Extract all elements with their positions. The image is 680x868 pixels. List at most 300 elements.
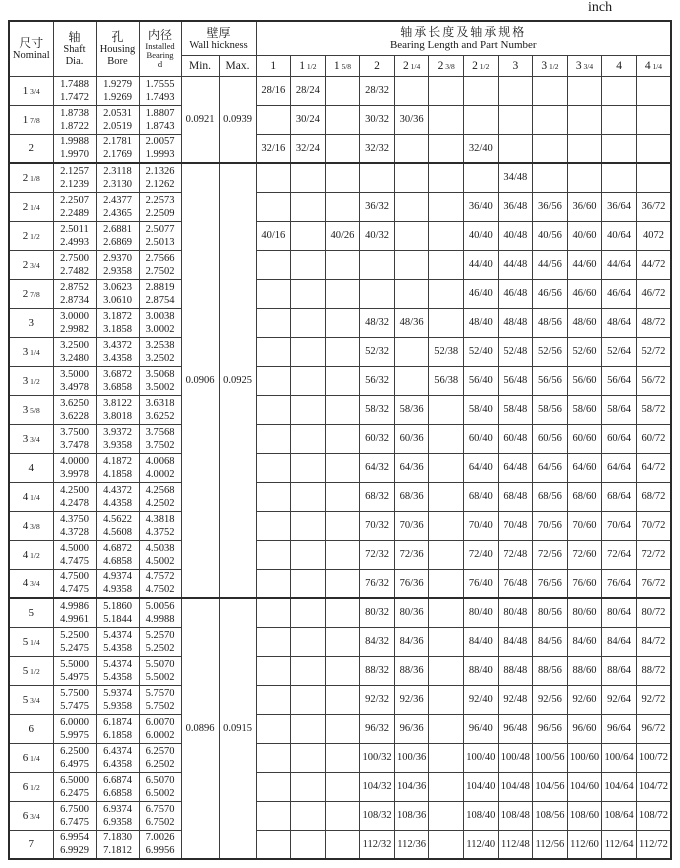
housing-bore-values bbox=[96, 772, 139, 801]
empty-cell bbox=[429, 801, 464, 830]
empty-cell bbox=[567, 163, 602, 192]
part-number: 112/36 bbox=[394, 830, 429, 859]
installed-bearing-d-values bbox=[139, 279, 181, 308]
dim-line: 2.1326 bbox=[145, 165, 175, 177]
empty-cell bbox=[567, 134, 602, 163]
empty-cell bbox=[325, 540, 360, 569]
dim-line: 3.5000 bbox=[60, 368, 89, 380]
part-number: 28/24 bbox=[291, 76, 326, 105]
empty-cell bbox=[636, 105, 671, 134]
table-row bbox=[9, 163, 671, 192]
dim-line: 6.7475 bbox=[60, 816, 89, 828]
dim-line: 1.8743 bbox=[145, 120, 175, 132]
installed-bearing-d-values bbox=[139, 76, 181, 105]
dim-line: 6.1858 bbox=[103, 729, 132, 741]
housing-bore-values bbox=[96, 569, 139, 598]
wall-en-label: Wall hickness bbox=[189, 39, 248, 51]
shaft-dia-values bbox=[53, 511, 96, 540]
part-number: 60/56 bbox=[533, 424, 568, 453]
shaft-dia-values bbox=[53, 308, 96, 337]
nominal-size: 4 1/4 bbox=[9, 482, 53, 511]
nominal-size: 6 1/2 bbox=[9, 772, 53, 801]
part-number: 46/72 bbox=[636, 279, 671, 308]
dim-line: 2.8819 bbox=[145, 281, 175, 293]
empty-cell bbox=[602, 134, 637, 163]
installed-bearing-d-values bbox=[139, 453, 181, 482]
fraction: 5/8 bbox=[28, 405, 40, 415]
part-number: 36/60 bbox=[567, 192, 602, 221]
table-row bbox=[9, 395, 671, 424]
fraction: 1/4 bbox=[28, 347, 40, 357]
dim-line: 6.5002 bbox=[145, 787, 175, 799]
table-row bbox=[9, 337, 671, 366]
dim-line: 4.9988 bbox=[145, 613, 175, 625]
shaft-dia-values bbox=[53, 105, 96, 134]
nominal-size: 5 bbox=[9, 598, 53, 627]
empty-cell bbox=[394, 250, 429, 279]
dim-line: 5.5070 bbox=[145, 658, 175, 670]
shaft-dia-values bbox=[53, 221, 96, 250]
empty-cell bbox=[325, 511, 360, 540]
dim-line: 5.0056 bbox=[145, 600, 175, 612]
empty-cell bbox=[291, 250, 326, 279]
part-number: 40/64 bbox=[602, 221, 637, 250]
part-number: 48/72 bbox=[636, 308, 671, 337]
part-number: 76/40 bbox=[463, 569, 498, 598]
dim-line: 4.2502 bbox=[145, 497, 175, 509]
dim-line: 4.2478 bbox=[60, 497, 89, 509]
nominal-size: 5 3/4 bbox=[9, 685, 53, 714]
housing-en-label-2: Bore bbox=[107, 55, 128, 67]
part-number: 92/60 bbox=[567, 685, 602, 714]
empty-cell bbox=[256, 482, 291, 511]
part-number: 48/56 bbox=[533, 308, 568, 337]
part-number: 96/56 bbox=[533, 714, 568, 743]
part-number: 104/60 bbox=[567, 772, 602, 801]
installed-bearing-d-values bbox=[139, 627, 181, 656]
empty-cell bbox=[325, 685, 360, 714]
part-number: 104/72 bbox=[636, 772, 671, 801]
part-number: 30/24 bbox=[291, 105, 326, 134]
part-number: 72/40 bbox=[463, 540, 498, 569]
empty-cell bbox=[325, 772, 360, 801]
part-number: 58/48 bbox=[498, 395, 533, 424]
installed-zh-label: 内径 bbox=[147, 28, 172, 43]
empty-cell bbox=[533, 134, 568, 163]
part-number: 88/72 bbox=[636, 656, 671, 685]
length-col-header: 1 1/2 bbox=[291, 55, 326, 76]
empty-cell bbox=[429, 308, 464, 337]
part-number: 46/40 bbox=[463, 279, 498, 308]
dim-line: 3.2480 bbox=[60, 352, 89, 364]
empty-cell bbox=[325, 453, 360, 482]
dim-line: 2.5013 bbox=[145, 236, 175, 248]
dim-line: 3.0038 bbox=[145, 310, 175, 322]
part-number: 64/56 bbox=[533, 453, 568, 482]
dim-line: 5.4374 bbox=[103, 629, 132, 641]
empty-cell bbox=[291, 743, 326, 772]
dim-line: 6.2570 bbox=[145, 745, 175, 757]
dim-line: 5.9374 bbox=[103, 687, 132, 699]
bearing-en-label: Bearing Length and Part Number bbox=[389, 38, 537, 51]
dim-line: 3.6318 bbox=[145, 397, 175, 409]
part-number: 104/48 bbox=[498, 772, 533, 801]
part-number: 104/40 bbox=[463, 772, 498, 801]
nominal-size: 4 3/4 bbox=[9, 569, 53, 598]
nominal-size: 1 3/4 bbox=[9, 76, 53, 105]
fraction: 5/8 bbox=[339, 61, 352, 71]
part-number: 80/64 bbox=[602, 598, 637, 627]
part-number: 68/72 bbox=[636, 482, 671, 511]
part-number: 84/72 bbox=[636, 627, 671, 656]
part-number: 46/56 bbox=[533, 279, 568, 308]
dim-line: 5.4358 bbox=[103, 671, 132, 683]
dim-line: 4.3752 bbox=[145, 526, 175, 538]
part-number: 48/48 bbox=[498, 308, 533, 337]
nominal-size: 3 1/4 bbox=[9, 337, 53, 366]
dim-line: 4.0002 bbox=[145, 468, 175, 480]
fraction: 1/4 bbox=[408, 61, 421, 71]
table-row bbox=[9, 424, 671, 453]
part-number: 72/72 bbox=[636, 540, 671, 569]
empty-cell bbox=[360, 163, 395, 192]
empty-cell bbox=[429, 656, 464, 685]
part-number: 92/72 bbox=[636, 685, 671, 714]
empty-cell bbox=[463, 163, 498, 192]
part-number: 52/56 bbox=[533, 337, 568, 366]
dim-line: 7.1812 bbox=[103, 845, 132, 857]
empty-cell bbox=[498, 76, 533, 105]
installed-bearing-d-values bbox=[139, 801, 181, 830]
dim-line: 4.6872 bbox=[103, 542, 132, 554]
dim-line: 3.9978 bbox=[60, 468, 89, 480]
part-number: 64/48 bbox=[498, 453, 533, 482]
dim-line: 2.2489 bbox=[60, 207, 89, 219]
dim-line: 3.9372 bbox=[103, 426, 132, 438]
empty-cell bbox=[325, 308, 360, 337]
installed-bearing-d-values bbox=[139, 482, 181, 511]
nominal-size: 7 bbox=[9, 830, 53, 859]
empty-cell bbox=[429, 830, 464, 859]
empty-cell bbox=[291, 482, 326, 511]
part-number: 96/32 bbox=[360, 714, 395, 743]
installed-bearing-d-values bbox=[139, 337, 181, 366]
part-number: 108/48 bbox=[498, 801, 533, 830]
empty-cell bbox=[256, 192, 291, 221]
dim-line: 2.6881 bbox=[103, 223, 132, 235]
part-number: 100/36 bbox=[394, 743, 429, 772]
empty-cell bbox=[429, 221, 464, 250]
fraction: 3/4 bbox=[28, 434, 40, 444]
fraction: 3/4 bbox=[28, 811, 40, 821]
part-number: 96/40 bbox=[463, 714, 498, 743]
part-number: 80/36 bbox=[394, 598, 429, 627]
nominal-size: 5 1/2 bbox=[9, 656, 53, 685]
dim-line: 4.5608 bbox=[103, 526, 132, 538]
length-col-header: 3 1/2 bbox=[533, 55, 568, 76]
fraction: 1/8 bbox=[28, 173, 40, 183]
part-number: 64/36 bbox=[394, 453, 429, 482]
col-header-installed-bearing bbox=[139, 21, 181, 76]
empty-cell bbox=[429, 279, 464, 308]
dim-line: 1.7493 bbox=[145, 91, 175, 103]
part-number: 56/32 bbox=[360, 366, 395, 395]
part-number: 60/48 bbox=[498, 424, 533, 453]
empty-cell bbox=[429, 453, 464, 482]
empty-cell bbox=[325, 250, 360, 279]
part-number: 52/72 bbox=[636, 337, 671, 366]
dim-line: 4.6858 bbox=[103, 555, 132, 567]
installed-bearing-d-values bbox=[139, 192, 181, 221]
bearing-size-table bbox=[8, 20, 672, 860]
dim-line: 2.2507 bbox=[60, 194, 89, 206]
shaft-dia-values bbox=[53, 743, 96, 772]
part-number: 68/32 bbox=[360, 482, 395, 511]
part-number: 88/56 bbox=[533, 656, 568, 685]
empty-cell bbox=[567, 105, 602, 134]
dim-line: 2.3118 bbox=[103, 165, 132, 177]
dim-line: 3.8018 bbox=[103, 410, 132, 422]
nominal-size: 4 bbox=[9, 453, 53, 482]
dim-line: 3.6228 bbox=[60, 410, 89, 422]
nominal-size: 2 1/8 bbox=[9, 163, 53, 192]
part-number: 58/40 bbox=[463, 395, 498, 424]
dim-line: 5.7502 bbox=[145, 700, 175, 712]
part-number: 28/32 bbox=[360, 76, 395, 105]
installed-bearing-d-values bbox=[139, 714, 181, 743]
part-number: 52/38 bbox=[429, 337, 464, 366]
empty-cell bbox=[256, 598, 291, 627]
empty-cell bbox=[325, 569, 360, 598]
part-number: 32/24 bbox=[291, 134, 326, 163]
fraction: 3/4 bbox=[581, 61, 594, 71]
dim-line: 5.7500 bbox=[60, 687, 89, 699]
dim-line: 4.5622 bbox=[103, 513, 132, 525]
dim-line: 3.2538 bbox=[145, 339, 175, 351]
shaft-dia-values bbox=[53, 76, 96, 105]
nominal-size: 4 3/8 bbox=[9, 511, 53, 540]
nominal-size: 3 3/4 bbox=[9, 424, 53, 453]
empty-cell bbox=[291, 569, 326, 598]
table-row bbox=[9, 279, 671, 308]
dim-line: 1.9993 bbox=[145, 149, 175, 161]
nominal-size: 3 5/8 bbox=[9, 395, 53, 424]
dim-line: 4.9374 bbox=[103, 571, 132, 583]
empty-cell bbox=[325, 656, 360, 685]
installed-bearing-d-values bbox=[139, 366, 181, 395]
part-number: 108/36 bbox=[394, 801, 429, 830]
part-number: 100/72 bbox=[636, 743, 671, 772]
dim-line: 2.5077 bbox=[145, 223, 175, 235]
empty-cell bbox=[429, 134, 464, 163]
bearing-zh-label: 轴承长度及轴承规格 bbox=[400, 24, 527, 39]
empty-cell bbox=[533, 163, 568, 192]
shaft-dia-values bbox=[53, 192, 96, 221]
empty-cell bbox=[429, 424, 464, 453]
part-number: 40/48 bbox=[498, 221, 533, 250]
part-number: 68/60 bbox=[567, 482, 602, 511]
part-number: 92/32 bbox=[360, 685, 395, 714]
part-number: 44/40 bbox=[463, 250, 498, 279]
length-col-header: 2 3/8 bbox=[429, 55, 464, 76]
part-number: 60/64 bbox=[602, 424, 637, 453]
table-row bbox=[9, 569, 671, 598]
wall-max-value: 0.0925 bbox=[219, 163, 256, 598]
empty-cell bbox=[291, 424, 326, 453]
part-number: 36/56 bbox=[533, 192, 568, 221]
part-number: 68/48 bbox=[498, 482, 533, 511]
dim-line: 5.7570 bbox=[145, 687, 175, 699]
part-number: 60/40 bbox=[463, 424, 498, 453]
part-number: 36/48 bbox=[498, 192, 533, 221]
part-number: 44/64 bbox=[602, 250, 637, 279]
part-number: 64/64 bbox=[602, 453, 637, 482]
installed-bearing-d-values bbox=[139, 511, 181, 540]
fraction: 1/2 bbox=[305, 61, 317, 71]
part-number: 60/32 bbox=[360, 424, 395, 453]
empty-cell bbox=[429, 743, 464, 772]
dim-line: 1.9988 bbox=[60, 136, 89, 148]
table-row bbox=[9, 134, 671, 163]
dim-line: 3.4358 bbox=[103, 352, 132, 364]
part-number: 108/60 bbox=[567, 801, 602, 830]
part-number: 92/64 bbox=[602, 685, 637, 714]
dim-line: 5.4374 bbox=[103, 658, 132, 670]
nominal-size: 1 7/8 bbox=[9, 105, 53, 134]
part-number: 58/60 bbox=[567, 395, 602, 424]
part-number: 44/72 bbox=[636, 250, 671, 279]
dim-line: 3.7502 bbox=[145, 439, 175, 451]
table-row bbox=[9, 598, 671, 627]
installed-bearing-d-values bbox=[139, 685, 181, 714]
dim-line: 4.0068 bbox=[145, 455, 175, 467]
part-number: 84/64 bbox=[602, 627, 637, 656]
empty-cell bbox=[256, 453, 291, 482]
part-number: 72/64 bbox=[602, 540, 637, 569]
empty-cell bbox=[291, 685, 326, 714]
col-header-wall-thickness bbox=[181, 21, 256, 55]
part-number: 46/48 bbox=[498, 279, 533, 308]
part-number: 96/64 bbox=[602, 714, 637, 743]
dim-line: 2.7500 bbox=[60, 252, 89, 264]
dim-line: 5.2500 bbox=[60, 629, 89, 641]
dim-line: 2.9358 bbox=[103, 265, 132, 277]
empty-cell bbox=[325, 482, 360, 511]
dim-line: 6.4374 bbox=[103, 745, 132, 757]
shaft-en-label-2: Dia. bbox=[65, 55, 84, 67]
shaft-dia-values bbox=[53, 830, 96, 859]
part-number: 60/36 bbox=[394, 424, 429, 453]
dim-line: 2.8734 bbox=[60, 294, 89, 306]
part-number: 56/56 bbox=[533, 366, 568, 395]
empty-cell bbox=[256, 714, 291, 743]
dim-line: 6.9954 bbox=[60, 832, 89, 844]
dim-line: 5.2570 bbox=[145, 629, 175, 641]
dim-line: 7.0026 bbox=[145, 832, 175, 844]
empty-cell bbox=[256, 685, 291, 714]
table-row bbox=[9, 308, 671, 337]
empty-cell bbox=[429, 105, 464, 134]
length-col-header: 3 3/4 bbox=[567, 55, 602, 76]
part-number: 64/32 bbox=[360, 453, 395, 482]
empty-cell bbox=[291, 511, 326, 540]
dim-line: 4.7502 bbox=[145, 584, 175, 596]
empty-cell bbox=[394, 221, 429, 250]
dim-line: 4.9358 bbox=[103, 584, 132, 596]
dim-line: 5.4358 bbox=[103, 642, 132, 654]
shaft-dia-values bbox=[53, 801, 96, 830]
dim-line: 6.5070 bbox=[145, 774, 175, 786]
part-number: 112/32 bbox=[360, 830, 395, 859]
dim-line: 4.3728 bbox=[60, 526, 89, 538]
part-number: 88/36 bbox=[394, 656, 429, 685]
shaft-dia-values bbox=[53, 279, 96, 308]
part-number: 70/60 bbox=[567, 511, 602, 540]
dim-line: 3.7568 bbox=[145, 426, 175, 438]
dim-line: 4.5038 bbox=[145, 542, 175, 554]
part-number: 80/40 bbox=[463, 598, 498, 627]
part-number: 92/48 bbox=[498, 685, 533, 714]
dim-line: 3.0610 bbox=[103, 294, 132, 306]
housing-en-label-1: Housing bbox=[99, 44, 136, 56]
col-header-housing-bore bbox=[96, 21, 139, 76]
dim-line: 3.2500 bbox=[60, 339, 89, 351]
dim-line: 2.9370 bbox=[103, 252, 132, 264]
housing-bore-values bbox=[96, 801, 139, 830]
part-number: 70/48 bbox=[498, 511, 533, 540]
empty-cell bbox=[498, 105, 533, 134]
length-col-header: 4 bbox=[602, 55, 637, 76]
dim-line: 4.5000 bbox=[60, 542, 89, 554]
dim-line: 5.1860 bbox=[103, 600, 132, 612]
dim-line: 5.5002 bbox=[145, 671, 175, 683]
header-row-main bbox=[9, 21, 671, 55]
empty-cell bbox=[429, 772, 464, 801]
dim-line: 4.5002 bbox=[145, 555, 175, 567]
dim-line: 2.9982 bbox=[60, 323, 89, 335]
col-header-bearing-length bbox=[256, 21, 671, 55]
dim-line: 6.6874 bbox=[103, 774, 132, 786]
part-number: 64/40 bbox=[463, 453, 498, 482]
dim-line: 2.3130 bbox=[103, 178, 132, 190]
empty-cell bbox=[256, 163, 291, 192]
dim-line: 6.2502 bbox=[145, 758, 175, 770]
part-number: 88/64 bbox=[602, 656, 637, 685]
empty-cell bbox=[291, 163, 326, 192]
dim-line: 3.0623 bbox=[103, 281, 132, 293]
dim-line: 3.5068 bbox=[145, 368, 175, 380]
part-number: 48/60 bbox=[567, 308, 602, 337]
dim-line: 1.7488 bbox=[60, 78, 89, 90]
empty-cell bbox=[429, 569, 464, 598]
dim-line: 4.4358 bbox=[103, 497, 132, 509]
housing-bore-values bbox=[96, 540, 139, 569]
table-row bbox=[9, 540, 671, 569]
part-number: 52/40 bbox=[463, 337, 498, 366]
part-number: 72/32 bbox=[360, 540, 395, 569]
housing-bore-values bbox=[96, 598, 139, 627]
housing-bore-values bbox=[96, 279, 139, 308]
table-row bbox=[9, 801, 671, 830]
unit-label: inch bbox=[588, 0, 613, 15]
fraction: 1/2 bbox=[28, 550, 40, 560]
part-number: 58/72 bbox=[636, 395, 671, 424]
dim-line: 1.9279 bbox=[103, 78, 132, 90]
part-number: 58/36 bbox=[394, 395, 429, 424]
empty-cell bbox=[256, 627, 291, 656]
dim-line: 1.9269 bbox=[103, 91, 132, 103]
housing-bore-values bbox=[96, 627, 139, 656]
